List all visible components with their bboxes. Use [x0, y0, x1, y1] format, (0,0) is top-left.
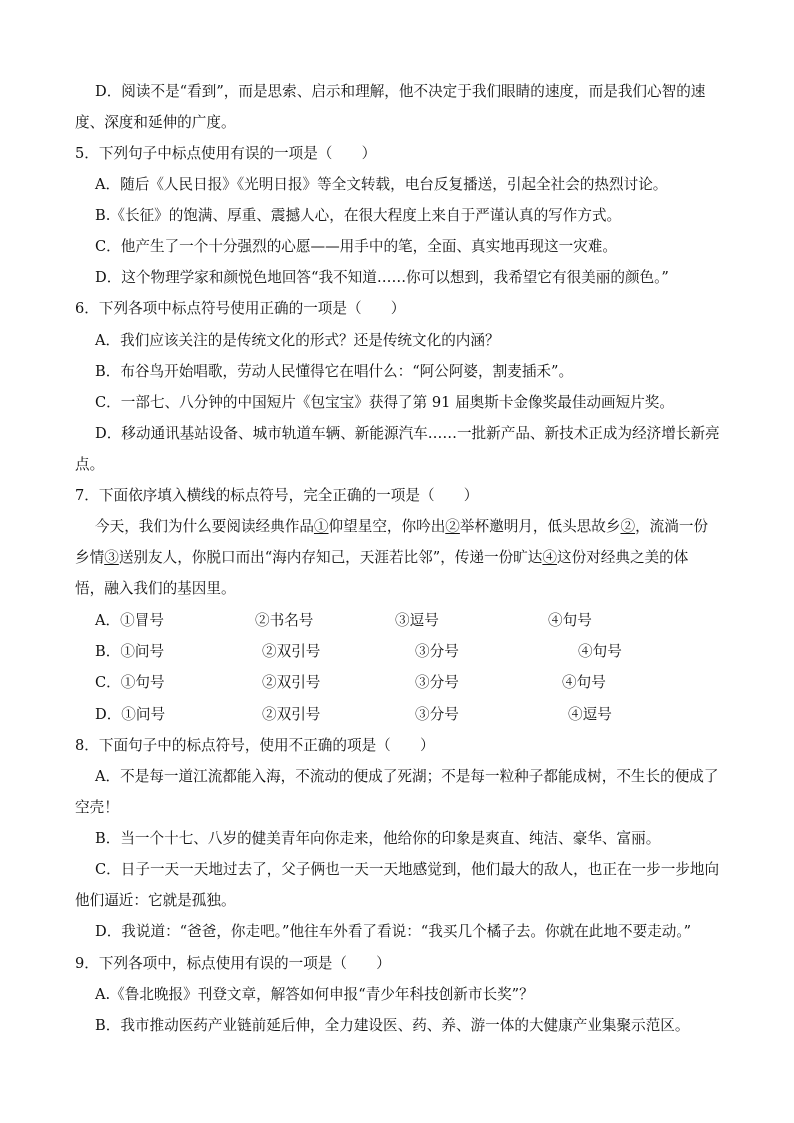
q7-option-a-4: ④句号	[548, 612, 592, 629]
q7-option-a-3: ③逗号	[395, 612, 439, 629]
q8-option-c-line1: C．日子一天一天地过去了，父子俩也一天一天地感觉到，他们最大的敌人，也正在一步一步地向	[95, 861, 720, 878]
q5-option-d: D．这个物理学家和颜悦色地回答“我不知道……你可以想到，我希望它有很美丽的颜色。”	[95, 269, 669, 286]
q7-text: 乡情	[75, 549, 105, 566]
q7-option-c-2: ②双引号	[262, 674, 321, 691]
q6-stem: 6．下列各项中标点符号使用正确的一项是（ ）	[75, 300, 406, 317]
q7-option-a-2: ②书名号	[255, 612, 314, 629]
q7-option-a-1: A．①冒号	[95, 612, 164, 629]
q7-option-b-4: ④句号	[578, 643, 622, 660]
q7-option-b-3: ③分号	[415, 643, 459, 660]
q8-option-a-line1: A．不是每一道江流都能入海，不流动的便成了死湖；不是每一粒种子都能成树，不生长的便成了	[95, 768, 719, 785]
q9-stem: 9．下列各项中，标点使用有误的一项是（ ）	[75, 955, 391, 972]
q7-passage-line2	[75, 548, 688, 568]
q4-option-d-line1: D．阅读不是“看到”，而是思索、启示和理解，他不决定于我们眼睛的速度，而是我们心智的速	[95, 83, 706, 100]
q7-option-b-1: B．①问号	[95, 643, 165, 660]
q6-option-a: A．我们应该关注的是传统文化的形式？还是传统文化的内涵？	[95, 332, 500, 349]
blank-marker: ①	[313, 518, 329, 535]
blank-marker: ②	[445, 518, 460, 535]
q7-option-c-1: C．①句号	[95, 674, 165, 691]
q7-option-c-4: ④句号	[562, 674, 606, 691]
q6-option-d-line2: 点。	[75, 456, 105, 473]
q7-text: 这份对经典之美的体	[556, 549, 689, 566]
blank-marker: ③	[104, 549, 119, 566]
q8-option-b: B．当一个十七、八岁的健美青年向你走来，他给你的印象是爽直、纯洁、豪华、富丽。	[95, 830, 661, 847]
q7-text: 今天，我们为什么要阅读经典作品	[95, 518, 314, 535]
q5-stem: 5．下列句子中标点使用有误的一项是（ ）	[75, 145, 377, 162]
q6-option-b: B．布谷鸟开始唱歌，劳动人民懂得它在唱什么：“阿公阿婆，割麦插禾”。	[95, 363, 574, 380]
q8-option-c-line2: 他们逼近：它就是孤独。	[75, 892, 236, 909]
q4-option-d-line2: 度、深度和延伸的广度。	[75, 114, 236, 131]
q7-text: ，流淌一份	[635, 518, 709, 535]
q7-option-b-2: ②双引号	[262, 643, 321, 660]
q7-option-d-1: D．①问号	[95, 706, 166, 723]
q7-passage-line1	[95, 517, 708, 537]
blank-marker: ④	[542, 549, 557, 566]
q5-option-a: A．随后《人民日报》《光明日报》等全文转载，电台反复播送，引起全社会的热烈讨论。	[95, 176, 668, 193]
q7-stem: 7．下面依序填入横线的标点符号，完全正确的一项是（ ）	[75, 487, 479, 504]
q7-option-c-3: ③分号	[415, 674, 459, 691]
q7-option-d-3: ③分号	[415, 706, 459, 723]
q6-option-d-line1: D．移动通讯基站设备、城市轨道车辆、新能源汽车……一批新产品、新技术正成为经济增长新亮	[95, 425, 720, 442]
q8-option-d: D．我说道：“爸爸，你走吧。”他往车外看了看说：“我买几个橘子去。你就在此地不要走动。”	[95, 923, 692, 940]
q7-option-d-2: ②双引号	[262, 706, 321, 723]
q7-passage-line3: 悟，融入我们的基因里。	[75, 580, 236, 597]
q7-text: 举杯邀明月，低头思故乡	[459, 518, 621, 535]
q7-text: 送别友人，你脱口而出“海内存知己，天涯若比邻”，传递一份旷达	[118, 549, 543, 566]
q8-stem: 8．下面句子中的标点符号，使用不正确的项是（ ）	[75, 737, 435, 754]
q8-option-a-line2: 空壳！	[75, 799, 119, 816]
blank-marker: ②	[620, 518, 636, 535]
q7-option-d-4: ④逗号	[568, 706, 612, 723]
q9-option-b: B．我市推动医药产业链前延后伸，全力建设医、药、养、游一体的大健康产业集聚示范区。	[95, 1017, 690, 1034]
q5-option-b: B.《长征》的饱满、厚重、震撼人心，在很大程度上来自于严谨认真的写作方式。	[95, 207, 622, 224]
q6-option-c: C．一部七、八分钟的中国短片《包宝宝》获得了第 91 届奥斯卡金像奖最佳动画短片奖。	[95, 394, 674, 411]
q9-option-a: A.《鲁北晚报》刊登文章，解答如何申报“青少年科技创新市长奖”？	[95, 986, 534, 1003]
q7-text: 仰望星空，你吟出	[328, 518, 446, 535]
q5-option-c: C．他产生了一个十分强烈的心愿——用手中的笔，全面、真实地再现这一灾难。	[95, 238, 617, 255]
